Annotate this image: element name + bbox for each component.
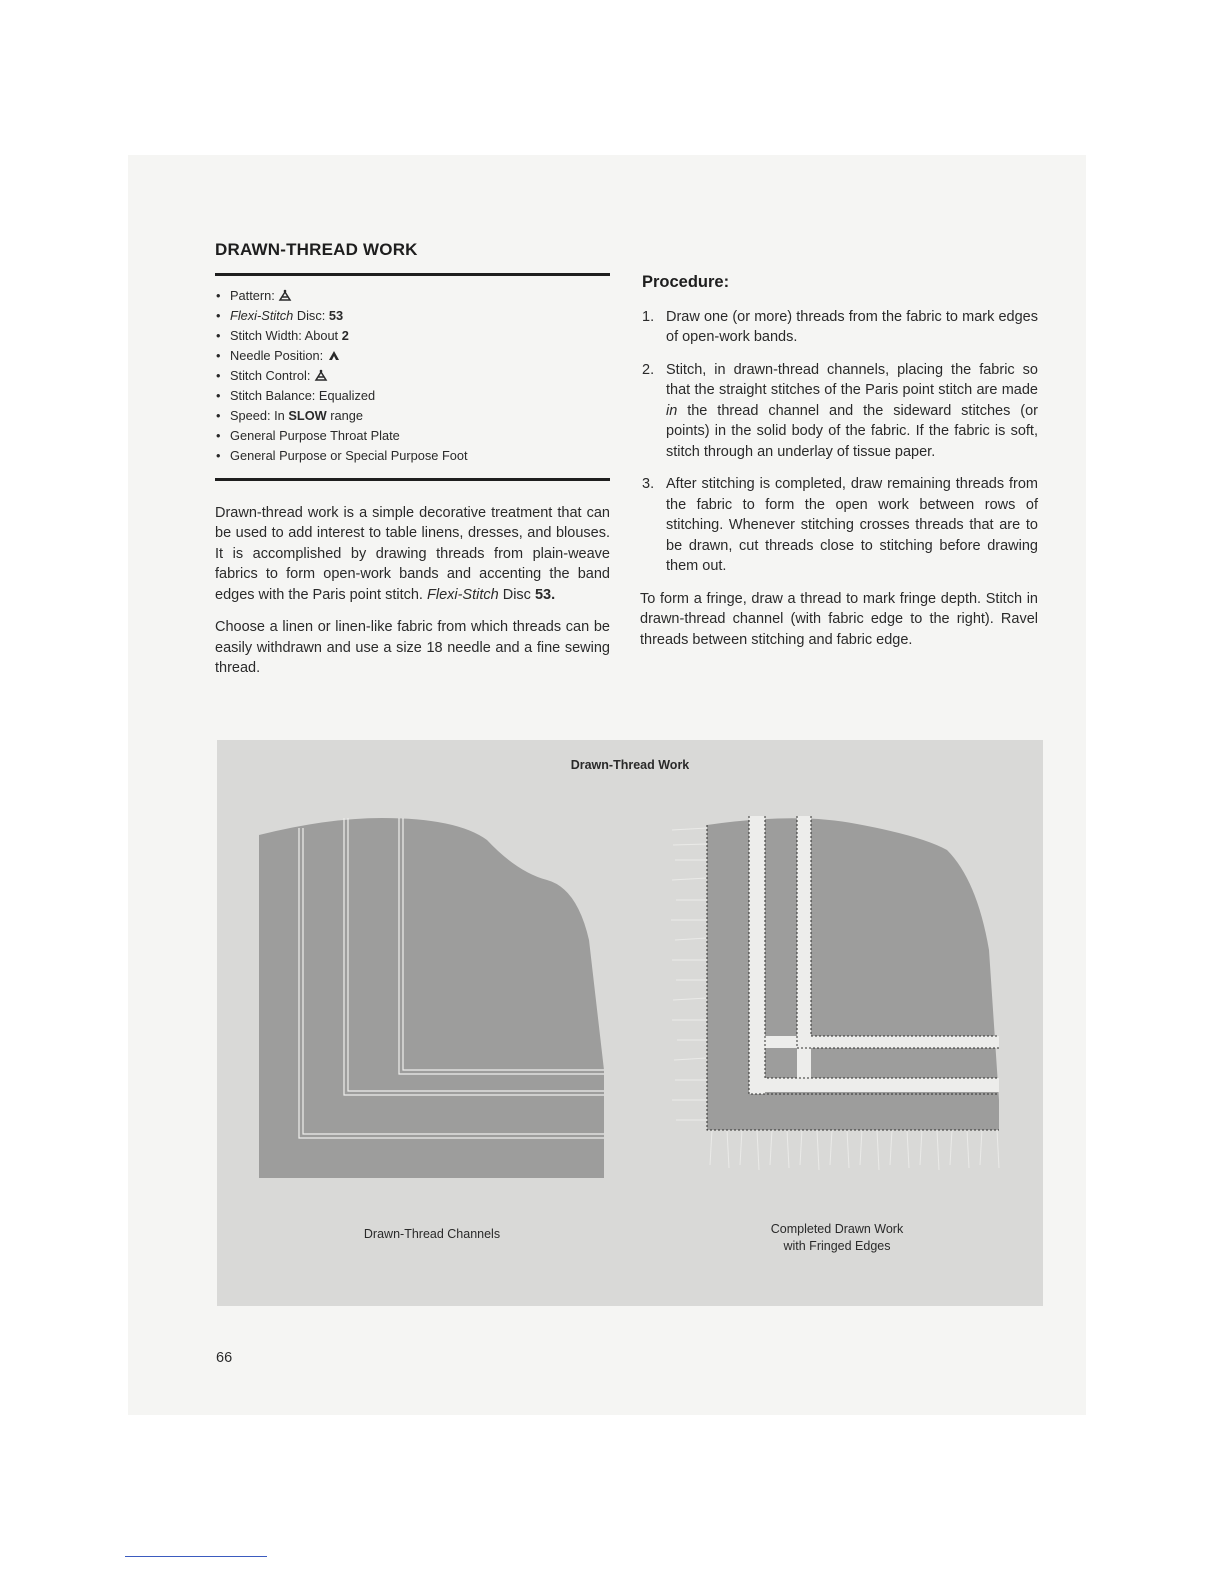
stitch-control-icon: [314, 369, 328, 381]
spec-pattern: • Pattern:: [215, 286, 610, 306]
spec-width: • Stitch Width: About 2: [215, 326, 610, 346]
illustration-panel: [217, 740, 1043, 1306]
procedure-steps: [640, 307, 1038, 577]
needle-position-icon: [327, 349, 341, 361]
page-number: 66: [216, 1350, 233, 1366]
heading-rule: [215, 273, 610, 276]
caption-left: Drawn-Thread Channels: [363, 1227, 501, 1241]
spec-throat-plate: • General Purpose Throat Plate: [215, 426, 610, 446]
spec-balance: • Stitch Balance: Equalized: [215, 386, 610, 406]
caption-right: Completed Drawn Work with Fringed Edges: [770, 1222, 904, 1253]
fabric-paragraph: Choose a linen or linen-like fabric from which threads can be easily withdrawn and use a size 18 needle and a fine sewing thread.: [215, 619, 610, 676]
spec-list: [215, 286, 610, 466]
fringed-edges-illustration: [671, 816, 999, 1170]
pattern-icon: [278, 289, 292, 301]
intro-paragraph: Drawn-thread work is a simple decorative treatment that can be used to add interest to table linens, dresses, and blouses. It is accomplished by drawing threads from plain-weave fabrics to form open-work bands and accenting the band edges with the Paris point stitch. Flexi-Stitch Disc 53.: [215, 504, 610, 603]
procedure-title: Procedure:: [642, 273, 730, 291]
spec-foot: • General Purpose or Special Purpose Foot: [215, 446, 610, 466]
spec-disc: • Flexi-Stitch Disc: 53: [215, 306, 610, 326]
fringe-paragraph: To form a fringe, draw a thread to mark fringe depth. Stitch in drawn-thread channel (with fabric edge to the right). Ravel threads between stitching and fabric edge.: [640, 590, 1038, 648]
drawn-thread-channels-illustration: [259, 818, 604, 1178]
footer-rule: [125, 1556, 267, 1557]
spec-stitch-control: • Stitch Control:: [215, 366, 610, 386]
right-column: [640, 272, 1038, 662]
spec-speed: • Speed: In SLOW range: [215, 406, 610, 426]
specs-rule: [215, 478, 610, 481]
step-2: 2. Stitch, in drawn-thread channels, placing the fabric so that the straight stitches of the Paris point stitch are made in the thread channel and the sideward stitches (or points) in the solid body of the fabric. If the fabric is soft, stitch through an underlay of tissue paper.: [642, 361, 1038, 460]
step-3: 3. After stitching is completed, draw remaining threads from the fabric to form the open work between rows of stitching. Whenever stitching crosses threads that are to be drawn, cut threads close to stitching before drawing them out.: [642, 476, 1038, 574]
step-1: 1. Draw one (or more) threads from the fabric to mark edges of open-work bands.: [642, 308, 1038, 345]
page-heading: DRAWN-THREAD WORK: [215, 240, 418, 259]
spec-needle-position: • Needle Position:: [215, 346, 610, 366]
figure-title: Drawn-Thread Work: [570, 758, 690, 772]
left-column: [215, 240, 610, 691]
